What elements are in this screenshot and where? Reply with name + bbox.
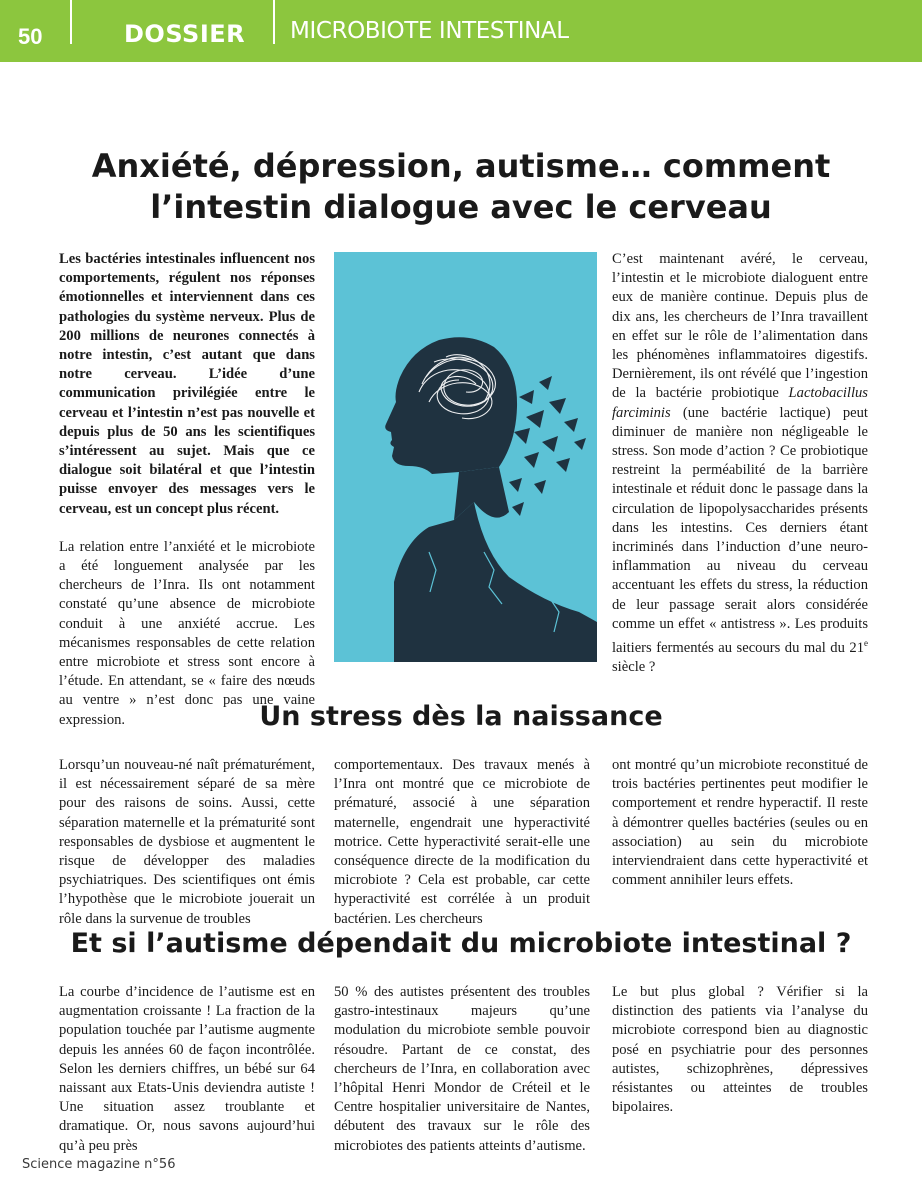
paragraph-text: (une bactérie lactique) peut diminuer de manière non négligeable le stress. Son mode d’action ? Ce probiotique restreint la perméabilité de la barrière intestinale et réduit donc le passage dans la circulation de lipopolysaccharides présents dans les intestins. Ces derniers étant incriminés dans l’induction d’une neuro-inflammation au niveau du cerveau accentuant les effets du stress, la réduction de leur passage serait alors considérée comme un effet « antistress ». Les produits laitiers fermentés au secours du mal du 21	[612, 404, 868, 656]
section-label: DOSSIER	[124, 20, 246, 48]
article-title	[60, 146, 862, 228]
header-divider	[70, 0, 72, 44]
body-paragraph: ont montré qu’un microbiote reconstitué de trois bactéries pertinentes peut modifier le comportement et rendre hyperactif. Il reste à démontrer quelles bactéries (seules ou en association) au sein du microbiote interviendraient dans cette hyperactivité et comment annihiler leurs effets.	[612, 757, 868, 889]
superscript: e	[864, 638, 868, 649]
body-paragraph: La courbe d’incidence de l’autisme est en augmentation croissante ! La fraction de la population touchée par l’autisme augmente depuis les années 60 de façon incontrôlée. Selon les derniers chiffres, un bébé sur 64 naissant aux Etats-Unis deviendra autiste ! Une situation assez troublante et dramatique. Or, nous savons aujourd’hui qu’à peu près	[59, 984, 315, 1154]
head-profile-illustration	[334, 252, 597, 662]
article-title-line: l’intestin dialogue avec le cerveau	[150, 188, 772, 226]
header-bar	[0, 0, 922, 62]
subsection-label: MICROBIOTE INTESTINAL	[290, 18, 569, 44]
section2-column-2	[334, 983, 590, 1156]
body-paragraph: 50 % des autistes présentent des troubles gastro-intestinaux majeurs qu’une modulation du microbiote semble pouvoir résoudre. Partant de ce constat, des chercheurs de l’Inra, en collaboration avec l’hôpital Henri Mondor de Créteil et le Centre hospitalier universitaire de Nantes, débutent des travaux sur le rôle des microbiotes des patients atteints d’autisme.	[334, 984, 590, 1154]
footer-magazine-issue: Science magazine n°56	[22, 1157, 176, 1172]
section1-column-3	[612, 756, 868, 890]
section-heading: Un stress dès la naissance	[259, 701, 663, 732]
body-paragraph: La relation entre l’anxiété et le microbiote a été longuement analysée par les chercheurs de l’Inra. Ils ont notamment constaté qu’une absence de microbiote conduit à une anxiété accrue. Les mécanismes responsables de cette relation entre microbiote et stress sont encore à l’étude. En attendant, se « faire des nœuds au ventre » n’est donc pas une vaine expression.	[59, 538, 315, 728]
page-number: 50	[18, 24, 43, 49]
section1-column-2	[334, 756, 590, 929]
section1-column-1	[59, 756, 315, 929]
body-paragraph	[612, 250, 868, 677]
header-divider	[273, 0, 275, 44]
section2-column-1	[59, 983, 315, 1156]
paragraph-text: siècle ?	[612, 659, 656, 676]
article-title-line: Anxiété, dépression, autisme… comment	[91, 147, 831, 185]
section2-column-3	[612, 983, 868, 1117]
species-name: Lactobacillus farciminis	[612, 385, 868, 421]
lead-paragraph: Les bactéries intestinales influencent nos comportements, régulent nos réponses émotionnelles et interviennent dans ces pathologies du système nerveux. Plus de 200 millions de neurones connectés à notre intestin, c’est autant que dans notre cerveau. L’idée d’une communication privilégiée entre le cerveau et l’intestin n’est pas nouvelle et depuis plus de 50 ans les scientifiques s’intéressent au sujet. Mais que ce dialogue soit bilatéral et que l’intestin puisse envoyer des messages vers le cerveau, est un concept plus récent.	[59, 251, 315, 517]
body-paragraph: Lorsqu’un nouveau-né naît prématurément, il est nécessairement séparé de sa mère pour des raisons de soins. Aussi, cette séparation maternelle et la prématurité sont responsables de dysbiose et augmentent le risque de développer des maladies psychiatriques. Des scientifiques ont émis l’hypothèse que le microbiote jouerait un rôle dans la survenue de troubles	[59, 757, 315, 927]
body-paragraph: comportementaux. Des travaux menés à l’Inra ont montré que ce microbiote de prématuré, associé à une séparation maternelle, engendrait une hyperactivité motrice. Cette hyperactivité serait-elle une conséquence directe de la modification du microbiote ? Cela est probable, car cette hyperactivité est corrélée à un produit bactérien. Les chercheurs	[334, 757, 590, 927]
section-heading: Et si l’autisme dépendait du microbiote intestinal ?	[70, 928, 852, 959]
head-profile-icon	[334, 252, 597, 662]
intro-column	[59, 250, 315, 730]
paragraph-text: C’est maintenant avéré, le cerveau, l’intestin et le microbiote dialoguent entre eux de manière continue. Depuis plus de dix ans, les chercheurs de l’Inra travaillent en effet sur le rôle de l’alimentation dans les phénomènes inflammatoires digestifs. Dernièrement, ils ont révélé que l’ingestion de la bactérie probiotique	[612, 251, 868, 402]
right-column	[612, 250, 868, 677]
body-paragraph: Le but plus global ? Vérifier si la distinction des patients via l’analyse du microbiote correspond bien au diagnostic posé en psychiatrie pour des personnes autistes, schizophrènes, dépressives résistantes ou atteintes de troubles bipolaires.	[612, 984, 868, 1116]
